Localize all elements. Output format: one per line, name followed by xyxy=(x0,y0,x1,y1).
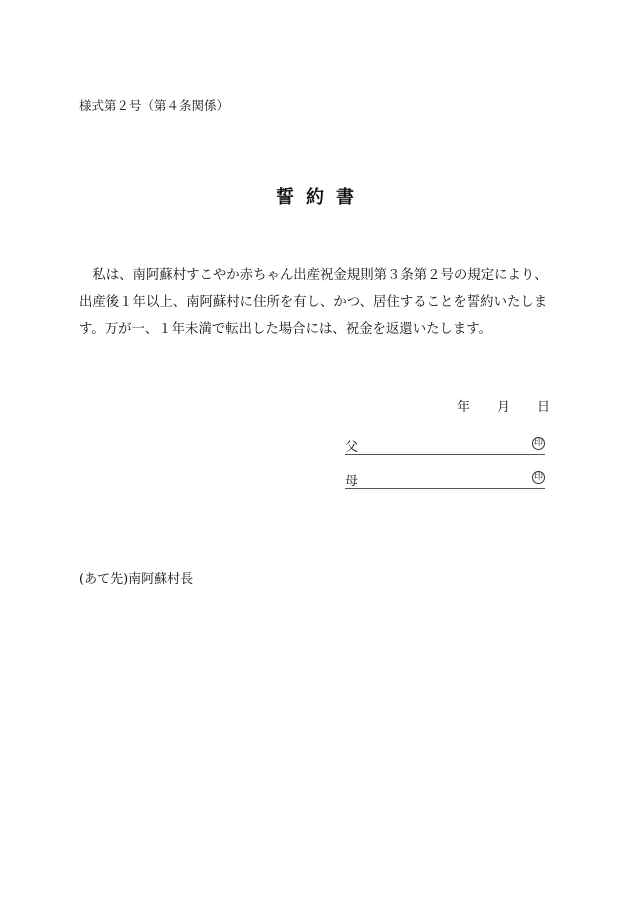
body-line: 出産後１年以上、南阿蘇村に住所を有し、かつ、居住することを誓約いたしま xyxy=(79,295,548,310)
body-line: す。万が一、１年未満で転出した場合には、祝金を返還いたします。 xyxy=(79,322,492,337)
father-label: 父 xyxy=(345,440,359,455)
father-signature-line[interactable] xyxy=(345,436,545,455)
date-month-label: 月 xyxy=(497,400,511,415)
date-field xyxy=(457,396,550,415)
addressee: (あて先)南阿蘇村長 xyxy=(79,572,194,587)
form-number: 様式第２号（第４条関係） xyxy=(79,98,230,113)
seal-icon: 印 xyxy=(533,472,543,482)
body-line: 私は、南阿蘇村すこやか赤ちゃん出産祝金規則第３条第２号の規定により、 xyxy=(79,268,548,283)
date-year-label: 年 xyxy=(457,400,471,415)
pledge-body xyxy=(79,262,548,343)
mother-signature-line[interactable] xyxy=(345,470,545,489)
date-day-label: 日 xyxy=(537,400,551,415)
seal-icon: 印 xyxy=(533,438,543,448)
document-title: 誓約書 xyxy=(276,187,366,208)
mother-label: 母 xyxy=(345,474,359,489)
